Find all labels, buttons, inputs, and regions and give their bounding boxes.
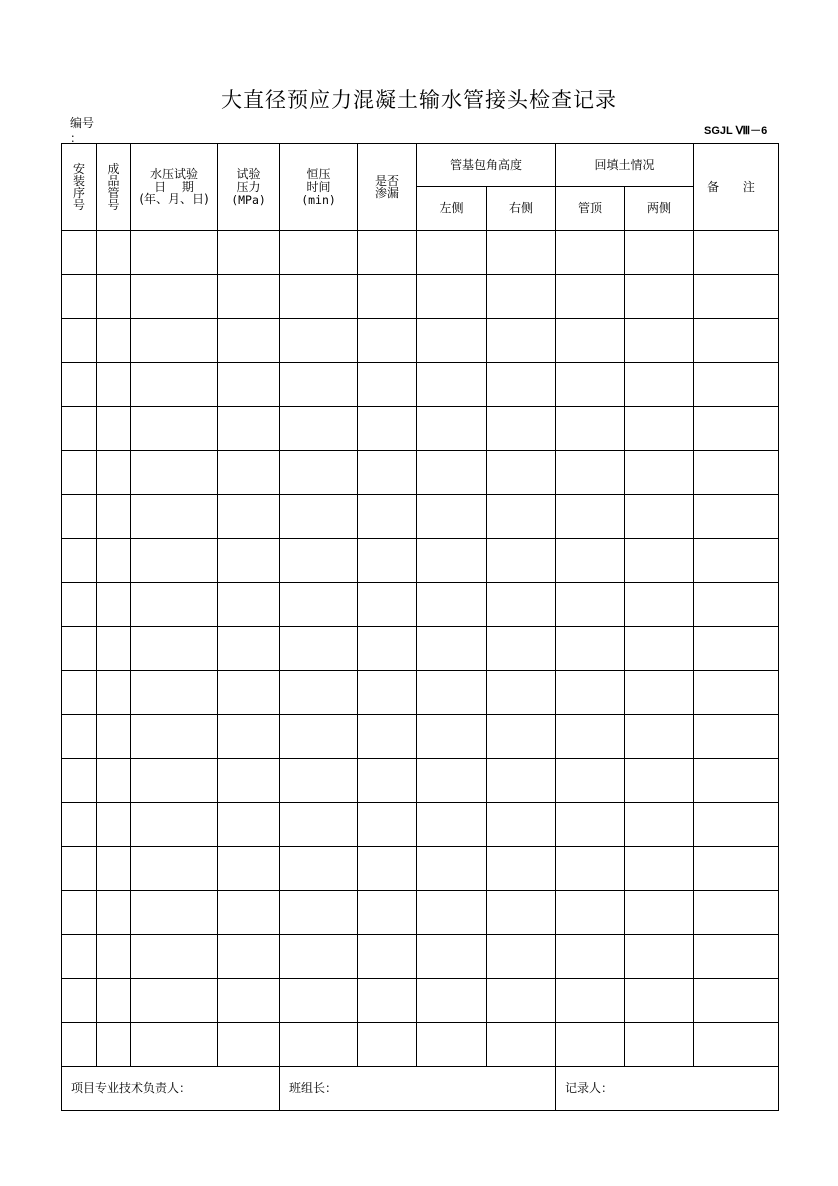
table-cell[interactable]: [358, 759, 417, 803]
table-row: [62, 671, 779, 715]
table-cell[interactable]: [280, 847, 358, 891]
table-cell[interactable]: [625, 231, 694, 275]
table-cell[interactable]: [280, 891, 358, 935]
table-cell[interactable]: [358, 671, 417, 715]
table-cell[interactable]: [358, 627, 417, 671]
table-cell[interactable]: [131, 1023, 218, 1067]
table-cell[interactable]: [556, 715, 625, 759]
table-cell[interactable]: [358, 451, 417, 495]
table-cell[interactable]: [218, 847, 280, 891]
table-row: [62, 935, 779, 979]
table-cell[interactable]: [358, 231, 417, 275]
table-cell[interactable]: [131, 275, 218, 319]
header-test-pressure: 试验 压力 (MPa): [218, 144, 280, 231]
table-row: [62, 979, 779, 1023]
header-backfill-top: 管顶: [556, 187, 625, 231]
table-cell[interactable]: [556, 451, 625, 495]
header-pipe-no: 成品管号: [97, 144, 131, 231]
table-cell[interactable]: [62, 363, 97, 407]
table-cell[interactable]: [131, 803, 218, 847]
table-cell[interactable]: [280, 979, 358, 1023]
table-cell[interactable]: [280, 495, 358, 539]
form-code: SGJL Ⅷ－6: [704, 125, 768, 137]
table-cell[interactable]: [358, 803, 417, 847]
table-cell[interactable]: [280, 319, 358, 363]
table-cell[interactable]: [97, 495, 131, 539]
table-cell[interactable]: [694, 671, 779, 715]
table-cell[interactable]: [694, 495, 779, 539]
header-base-right: 右侧: [487, 187, 556, 231]
table-cell[interactable]: [487, 231, 556, 275]
table-cell[interactable]: [218, 407, 280, 451]
table-cell[interactable]: [694, 759, 779, 803]
table-cell[interactable]: [131, 671, 218, 715]
table-cell[interactable]: [417, 935, 487, 979]
table-cell[interactable]: [218, 671, 280, 715]
table-cell[interactable]: [280, 935, 358, 979]
table-cell[interactable]: [280, 1023, 358, 1067]
header-install-seq: 安装序号: [62, 144, 97, 231]
table-cell[interactable]: [280, 583, 358, 627]
table-cell[interactable]: [131, 891, 218, 935]
table-cell[interactable]: [487, 539, 556, 583]
table-cell[interactable]: [218, 891, 280, 935]
table-cell[interactable]: [417, 671, 487, 715]
table-cell[interactable]: [556, 495, 625, 539]
table-cell[interactable]: [625, 935, 694, 979]
table-cell[interactable]: [62, 627, 97, 671]
table-cell[interactable]: [131, 231, 218, 275]
table-cell[interactable]: [218, 803, 280, 847]
tech-lead-signature[interactable]: 项目专业技术负责人：: [62, 1067, 280, 1111]
table-cell[interactable]: [131, 539, 218, 583]
table-cell[interactable]: [487, 1023, 556, 1067]
table-cell[interactable]: [625, 407, 694, 451]
table-cell[interactable]: [280, 363, 358, 407]
table-cell[interactable]: [417, 363, 487, 407]
table-cell[interactable]: [97, 979, 131, 1023]
table-cell[interactable]: [131, 759, 218, 803]
page-title: 大直径预应力混凝土输水管接头检查记录: [221, 88, 617, 112]
table-cell[interactable]: [694, 451, 779, 495]
inspection-table: [61, 143, 779, 1111]
table-cell[interactable]: [487, 275, 556, 319]
table-cell[interactable]: [62, 759, 97, 803]
table-cell[interactable]: [280, 407, 358, 451]
table-row: [62, 891, 779, 935]
table-cell[interactable]: [280, 715, 358, 759]
table-cell[interactable]: [487, 671, 556, 715]
table-cell[interactable]: [556, 363, 625, 407]
table-cell[interactable]: [487, 583, 556, 627]
table-cell[interactable]: [556, 803, 625, 847]
table-cell[interactable]: [625, 847, 694, 891]
header-base-angle: 管基包角高度: [417, 144, 556, 187]
table-cell[interactable]: [487, 319, 556, 363]
table-cell[interactable]: [97, 319, 131, 363]
table-cell[interactable]: [131, 935, 218, 979]
table-cell[interactable]: [625, 803, 694, 847]
table-row: [62, 539, 779, 583]
header-test-date: 水压试验 日 期 (年、月、日): [131, 144, 218, 231]
table-cell[interactable]: [487, 627, 556, 671]
table-row: [62, 495, 779, 539]
table-cell[interactable]: [556, 627, 625, 671]
table-cell[interactable]: [625, 891, 694, 935]
serial-number-label: 编号 ：: [70, 116, 95, 145]
table-cell[interactable]: [556, 275, 625, 319]
table-cell[interactable]: [417, 803, 487, 847]
table-row: [62, 759, 779, 803]
table-cell[interactable]: [358, 891, 417, 935]
table-cell[interactable]: [97, 231, 131, 275]
table-cell[interactable]: [487, 407, 556, 451]
table-cell[interactable]: [556, 671, 625, 715]
table-cell[interactable]: [97, 407, 131, 451]
header-backfill-sides: 两侧: [625, 187, 694, 231]
table-cell[interactable]: [131, 979, 218, 1023]
table-cell[interactable]: [625, 451, 694, 495]
table-cell[interactable]: [280, 451, 358, 495]
table-cell[interactable]: [417, 231, 487, 275]
table-cell[interactable]: [218, 583, 280, 627]
table-cell[interactable]: [62, 231, 97, 275]
table-cell[interactable]: [625, 979, 694, 1023]
table-cell[interactable]: [131, 847, 218, 891]
table-cell[interactable]: [417, 715, 487, 759]
table-cell[interactable]: [625, 495, 694, 539]
table-cell[interactable]: [694, 935, 779, 979]
table-cell[interactable]: [62, 407, 97, 451]
header-remarks: 备 注: [694, 144, 779, 231]
header-leakage: 是否渗漏: [358, 144, 417, 231]
header-base-left: 左侧: [417, 187, 487, 231]
table-cell[interactable]: [62, 1023, 97, 1067]
table-cell[interactable]: [97, 935, 131, 979]
table-cell[interactable]: [556, 319, 625, 363]
table-cell[interactable]: [694, 627, 779, 671]
table-cell[interactable]: [358, 715, 417, 759]
table-cell[interactable]: [97, 847, 131, 891]
table-cell[interactable]: [62, 495, 97, 539]
table-cell[interactable]: [417, 1023, 487, 1067]
table-cell[interactable]: [625, 759, 694, 803]
table-cell[interactable]: [358, 979, 417, 1023]
table-cell[interactable]: [556, 979, 625, 1023]
table-cell[interactable]: [487, 363, 556, 407]
table-cell[interactable]: [131, 715, 218, 759]
table-cell[interactable]: [218, 759, 280, 803]
table-cell[interactable]: [62, 451, 97, 495]
table-cell[interactable]: [556, 539, 625, 583]
table-cell[interactable]: [417, 319, 487, 363]
table-cell[interactable]: [358, 583, 417, 627]
table-cell[interactable]: [556, 935, 625, 979]
table-cell[interactable]: [487, 891, 556, 935]
table-cell[interactable]: [694, 231, 779, 275]
table-cell[interactable]: [97, 891, 131, 935]
table-row: [62, 847, 779, 891]
table-cell[interactable]: [280, 671, 358, 715]
table-row: [62, 407, 779, 451]
table-cell[interactable]: [62, 847, 97, 891]
table-cell[interactable]: [280, 275, 358, 319]
table-cell[interactable]: [625, 539, 694, 583]
table-cell[interactable]: [487, 979, 556, 1023]
table-cell[interactable]: [62, 319, 97, 363]
table-cell[interactable]: [97, 275, 131, 319]
team-leader-signature[interactable]: 班组长：: [280, 1067, 556, 1111]
table-row: [62, 231, 779, 275]
table-cell[interactable]: [97, 539, 131, 583]
table-row: [62, 803, 779, 847]
table-cell[interactable]: [694, 539, 779, 583]
table-cell[interactable]: [694, 583, 779, 627]
table-cell[interactable]: [417, 407, 487, 451]
table-cell[interactable]: [694, 1023, 779, 1067]
table-cell[interactable]: [218, 275, 280, 319]
header-hold-time: 恒压 时间 (min): [280, 144, 358, 231]
table-row: [62, 363, 779, 407]
table-cell[interactable]: [358, 407, 417, 451]
table-cell[interactable]: [487, 451, 556, 495]
table-cell[interactable]: [625, 671, 694, 715]
table-cell[interactable]: [218, 319, 280, 363]
table-cell[interactable]: [694, 407, 779, 451]
table-cell[interactable]: [417, 759, 487, 803]
table-cell[interactable]: [131, 583, 218, 627]
table-cell[interactable]: [417, 891, 487, 935]
table-cell[interactable]: [556, 231, 625, 275]
table-cell[interactable]: [556, 1023, 625, 1067]
table-cell[interactable]: [358, 275, 417, 319]
table-cell[interactable]: [131, 407, 218, 451]
table-cell[interactable]: [487, 759, 556, 803]
table-cell[interactable]: [218, 627, 280, 671]
table-cell[interactable]: [97, 715, 131, 759]
table-cell[interactable]: [97, 451, 131, 495]
table-cell[interactable]: [487, 803, 556, 847]
table-cell[interactable]: [218, 363, 280, 407]
table-cell[interactable]: [62, 539, 97, 583]
table-cell[interactable]: [694, 275, 779, 319]
table-cell[interactable]: [417, 583, 487, 627]
table-cell[interactable]: [62, 891, 97, 935]
table-row: [62, 319, 779, 363]
table-cell[interactable]: [417, 979, 487, 1023]
table-cell[interactable]: [358, 495, 417, 539]
table-cell[interactable]: [556, 891, 625, 935]
table-cell[interactable]: [131, 363, 218, 407]
table-cell[interactable]: [487, 715, 556, 759]
table-cell[interactable]: [417, 539, 487, 583]
table-cell[interactable]: [358, 539, 417, 583]
table-cell[interactable]: [218, 935, 280, 979]
table-cell[interactable]: [131, 319, 218, 363]
table-row: [62, 1023, 779, 1067]
table-cell[interactable]: [694, 363, 779, 407]
table-cell[interactable]: [62, 275, 97, 319]
table-row: [62, 715, 779, 759]
table-cell[interactable]: [694, 803, 779, 847]
table-cell[interactable]: [131, 495, 218, 539]
table-cell[interactable]: [694, 319, 779, 363]
table-cell[interactable]: [694, 715, 779, 759]
table-cell[interactable]: [487, 935, 556, 979]
table-cell[interactable]: [358, 1023, 417, 1067]
table-cell[interactable]: [417, 275, 487, 319]
table-row: [62, 627, 779, 671]
table-cell[interactable]: [556, 847, 625, 891]
table-cell[interactable]: [62, 803, 97, 847]
table-cell[interactable]: [358, 935, 417, 979]
table-cell[interactable]: [97, 1023, 131, 1067]
table-cell[interactable]: [62, 715, 97, 759]
table-cell[interactable]: [358, 847, 417, 891]
table-cell[interactable]: [625, 715, 694, 759]
table-cell[interactable]: [218, 979, 280, 1023]
table-cell[interactable]: [556, 583, 625, 627]
header-backfill: 回填土情况: [556, 144, 694, 187]
table-cell[interactable]: [218, 1023, 280, 1067]
table-cell[interactable]: [694, 847, 779, 891]
table-cell[interactable]: [417, 627, 487, 671]
table-cell[interactable]: [417, 495, 487, 539]
table-cell[interactable]: [62, 671, 97, 715]
table-cell[interactable]: [97, 803, 131, 847]
table-cell[interactable]: [417, 451, 487, 495]
table-cell[interactable]: [97, 759, 131, 803]
table-cell[interactable]: [625, 1023, 694, 1067]
table-cell[interactable]: [625, 627, 694, 671]
table-cell[interactable]: [625, 583, 694, 627]
table-cell[interactable]: [97, 363, 131, 407]
table-cell[interactable]: [97, 671, 131, 715]
table-cell[interactable]: [218, 451, 280, 495]
table-cell[interactable]: [280, 627, 358, 671]
table-cell[interactable]: [556, 759, 625, 803]
recorder-signature[interactable]: 记录人：: [556, 1067, 779, 1111]
table-cell[interactable]: [280, 759, 358, 803]
table-cell[interactable]: [280, 539, 358, 583]
signature-row: [62, 1067, 779, 1111]
table-cell[interactable]: [556, 407, 625, 451]
header-row-1: [62, 144, 779, 187]
table-cell[interactable]: [694, 891, 779, 935]
table-cell[interactable]: [358, 319, 417, 363]
table-cell[interactable]: [625, 319, 694, 363]
table-cell[interactable]: [358, 363, 417, 407]
table-cell[interactable]: [625, 363, 694, 407]
table-cell[interactable]: [280, 231, 358, 275]
table-cell[interactable]: [487, 495, 556, 539]
table-cell[interactable]: [625, 275, 694, 319]
table-row: [62, 583, 779, 627]
table-cell[interactable]: [131, 451, 218, 495]
table-cell[interactable]: [694, 979, 779, 1023]
table-cell[interactable]: [417, 847, 487, 891]
table-cell[interactable]: [280, 803, 358, 847]
table-cell[interactable]: [97, 627, 131, 671]
table-cell[interactable]: [487, 847, 556, 891]
table-cell[interactable]: [62, 979, 97, 1023]
table-cell[interactable]: [218, 231, 280, 275]
table-cell[interactable]: [62, 935, 97, 979]
table-cell[interactable]: [218, 539, 280, 583]
table-cell[interactable]: [97, 583, 131, 627]
table-cell[interactable]: [62, 583, 97, 627]
table-cell[interactable]: [218, 715, 280, 759]
table-row: [62, 451, 779, 495]
table-cell[interactable]: [131, 627, 218, 671]
table-row: [62, 275, 779, 319]
table-cell[interactable]: [218, 495, 280, 539]
